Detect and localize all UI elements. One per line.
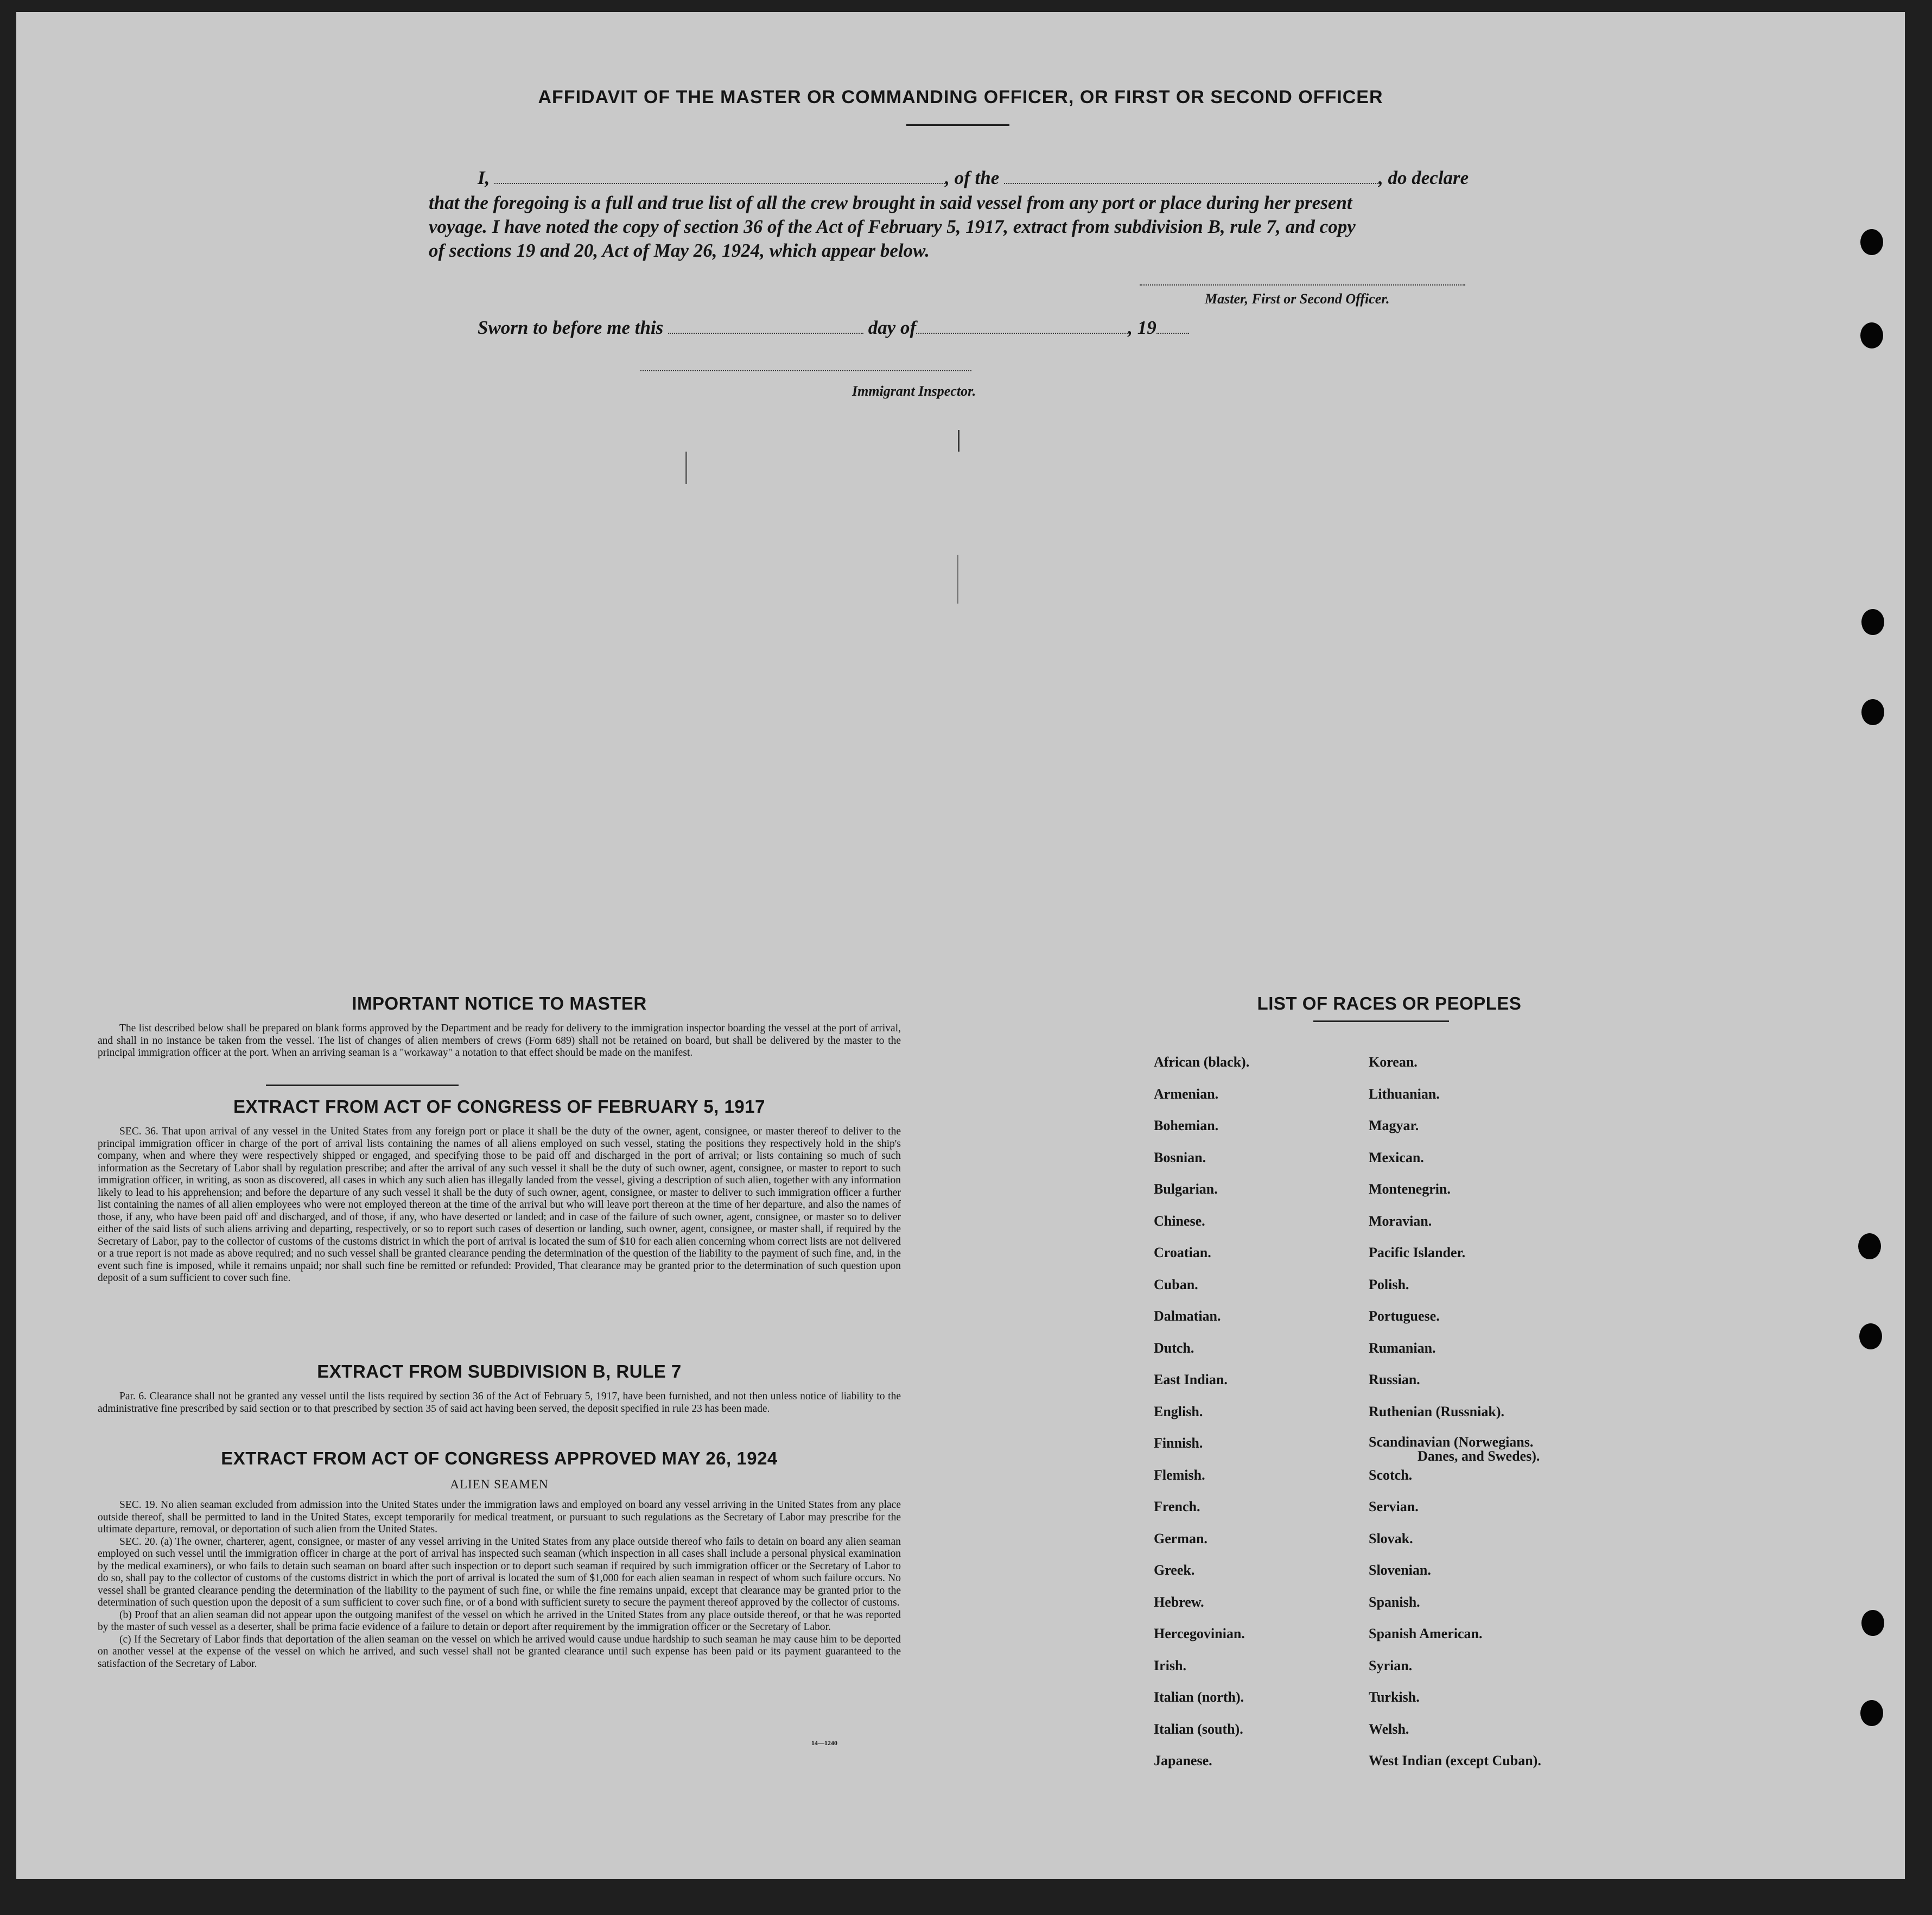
race-item: Chinese. xyxy=(1154,1213,1205,1229)
race-item: East Indian. xyxy=(1154,1372,1228,1387)
master-label: Master, First or Second Officer. xyxy=(1205,291,1390,307)
punch-hole xyxy=(1860,229,1883,255)
race-item: Irish. xyxy=(1154,1657,1186,1673)
race-item: Mexican. xyxy=(1369,1149,1424,1165)
inspector-label: Immigrant Inspector. xyxy=(852,383,976,399)
race-item: Lithuanian. xyxy=(1369,1086,1440,1102)
master-signature-line[interactable] xyxy=(1140,284,1465,286)
race-item: Spanish. xyxy=(1369,1594,1420,1610)
line1-mid: , of the xyxy=(945,167,1000,188)
notice-text: The list described below shall be prepared on blank forms approved by the Department and be ready for delivery to the immigration inspector boarding the vessel at the port of arrival, and shall in no instance be taken from the vessel. The list of changes of alien members of crews (Form 689) shall not be retained on board, but shall be delivered by the master to the principal immigration officer at the port. When an arriving seaman is a "workaway" a notation to that effect should be made on the manifest. xyxy=(98,1023,901,1058)
extract-1917-text: SEC. 36. That upon arrival of any vessel in the United States from any foreign port or place it shall be the duty of the owner, agent, consignee, or master thereof to deliver to the principal immigration officer in charge of the port of arrival lists containing the names of all aliens employed on such vessel, stating the positions they respectively hold in the ship's company, when and where they were respectively shipped or engaged, and specifying those to be paid off and discharged in the port of arrival; or lists containing so much of such information as the Secretary of Labor shall by regulation prescribe; and after the arrival of any such vessel it shall be the duty of such owner, agent, consignee, or master to report to such immigration officer, in writing, as soon as discovered, all cases in which any such alien has illegally landed from the vessel, giving a description of such alien, together with any information likely to lead to his apprehension; and before the departure of any such vessel it shall be the duty of such owner, agent, consignee, or master to deliver to such immigration officer a further list containing the names of all alien employees who were not employed thereon at the time of the arrival but who will leave port thereon at the time of her departure, and also the names of those, if any, who have been paid off and discharged, and of those, if any, who have deserted or landed; and in case of the failure of such owner, agent, consignee, or master so to deliver either of the said lists of such aliens arriving and departing, respectively, or so to report such cases of desertion or landing, such owner, agent, consignee, or master shall, if required by the Secretary of Labor, pay to the collector of customs of the customs district in which the port of arrival is located the sum of $10 for each alien concerning whom correct lists are not delivered or a true report is not made as above required; and no such vessel shall be granted clearance pending the determination of the question of the liability to the payment of such fine, and, in the event such fine is imposed, while it remains unpaid; nor shall such fine be remitted or refunded: Provided, That clearance may be granted prior to the determination of such question upon deposit of a sum sufficient to cover such fine. xyxy=(98,1126,901,1284)
form-number: 14—1240 xyxy=(811,1739,837,1747)
punch-hole xyxy=(1859,1323,1882,1349)
race-item: Pacific Islander. xyxy=(1369,1245,1466,1260)
race-item: Hebrew. xyxy=(1154,1594,1204,1610)
race-item: West Indian (except Cuban). xyxy=(1369,1753,1541,1768)
sec-20b: (b) Proof that an alien seaman did not appear upon the outgoing manifest of the vessel on which he arrived in the United States from any place outside thereof, or that he was reported by the master of such vessel as a deserter, shall be prima facie evidence of a failure to detain or deport after requirement by the immigration officer or the Secretary of Labor. xyxy=(98,1609,901,1633)
race-item: Scotch. xyxy=(1369,1467,1413,1483)
race-item: Cuban. xyxy=(1154,1276,1198,1292)
punch-hole xyxy=(1861,1610,1884,1636)
race-item: Italian (south). xyxy=(1154,1721,1243,1737)
race-item: Russian. xyxy=(1369,1372,1420,1387)
punch-hole xyxy=(1860,322,1883,348)
line1-end: , do declare xyxy=(1378,167,1469,188)
manifest-page xyxy=(16,12,1905,1879)
affidavit-line-2: that the foregoing is a full and true list of all the crew brought in said vessel from any port or place during her present xyxy=(429,192,1352,213)
race-item: Greek. xyxy=(1154,1562,1195,1578)
extract-1917-title: EXTRACT FROM ACT OF CONGRESS OF FEBRUARY 5, 1917 xyxy=(233,1096,765,1117)
race-item: French. xyxy=(1154,1499,1200,1514)
title-underline xyxy=(906,124,1009,126)
race-item: Dutch. xyxy=(1154,1340,1194,1356)
extract-1924-text xyxy=(98,1499,901,1670)
affidavit-line-4: of sections 19 and 20, Act of May 26, 1924, which appear below. xyxy=(429,240,930,261)
inspector-signature-line[interactable] xyxy=(640,370,971,371)
extract-rule7-text: Par. 6. Clearance shall not be granted any vessel until the lists required by section 36 of the Act of February 5, 1917, have been furnished, and not then unless notice of liability to the administrative fine prescribed by said section or to that prescribed by section 35 of said act having been served, the deposit specified in rule 23 has been made. xyxy=(98,1391,901,1415)
races-underline xyxy=(1313,1020,1449,1022)
sworn-day-blank[interactable] xyxy=(668,333,863,334)
race-item: Hercegovinian. xyxy=(1154,1626,1245,1641)
races-left-column xyxy=(1154,1054,1249,1785)
race-item: Syrian. xyxy=(1369,1657,1413,1673)
race-item: Spanish American. xyxy=(1369,1626,1483,1641)
race-item: Slovak. xyxy=(1369,1530,1413,1546)
race-item: African (black). xyxy=(1154,1054,1250,1070)
race-item: English. xyxy=(1154,1403,1203,1419)
column-mark xyxy=(958,430,959,452)
sec-20c: (c) If the Secretary of Labor finds that deportation of the alien seaman on the vessel on which he arrived would cause undue hardship to such seaman he may cause him to be deported on another vessel at the expense of the vessel on which he arrived, and such vessel shall not be granted clearance until such expense has been paid or its payment guaranteed to the satisfaction of the Secretary of Labor. xyxy=(98,1633,901,1670)
sec-19: SEC. 19. No alien seaman excluded from admission into the United States under the immigration laws and employed on board any vessel arriving in the United States from any place outside thereof, shall be permitted to land in the United States, except temporarily for medical treatment, or pursuant to such regulations as the Secretary of Labor may prescribe for the ultimate departure, removal, or deportation of such alien from the United States. xyxy=(98,1499,901,1535)
section-divider xyxy=(266,1085,459,1086)
race-item: Bosnian. xyxy=(1154,1149,1206,1165)
race-item: Turkish. xyxy=(1369,1689,1420,1705)
race-item: Flemish. xyxy=(1154,1467,1205,1483)
race-item: Montenegrin. xyxy=(1369,1181,1451,1197)
race-item-line: Scandinavian (Norwegians. xyxy=(1369,1434,1534,1450)
race-item: German. xyxy=(1154,1530,1208,1546)
race-item: Korean. xyxy=(1369,1054,1418,1070)
sworn-year-blank[interactable] xyxy=(1156,333,1189,334)
extract-1924-title: EXTRACT FROM ACT OF CONGRESS APPROVED MAY 26, 1924 xyxy=(221,1448,778,1468)
affidavit-title: AFFIDAVIT OF THE MASTER OR COMMANDING OFFICER, OR FIRST OR SECOND OFFICER xyxy=(538,87,1383,107)
column-mark xyxy=(685,452,687,484)
race-item: Croatian. xyxy=(1154,1245,1211,1260)
sworn-line xyxy=(478,316,1237,340)
name-blank[interactable] xyxy=(494,183,945,184)
column-mark xyxy=(957,555,958,604)
race-item: Magyar. xyxy=(1369,1118,1419,1133)
race-item: Rumanian. xyxy=(1369,1340,1436,1356)
sec-20a: SEC. 20. (a) The owner, charterer, agent, consignee, or master of any vessel arriving in the United States from any place outside thereof who fails to detain on board any alien seaman employed on such vessel until the immigration officer in charge at the port of arrival has inspected such seaman (which inspection in all cases shall include a personal physical examination by the medical examiners), or who fails to detain such seaman on board after such inspection or to deport such seaman if required by such immigration officer or the Secretary of Labor to do so, shall pay to the collector of customs of the customs district in which the port of arrival is located the sum of $1,000 for each alien seaman in respect of whom such failure occurs. No vessel shall be granted clearance pending the determination of the liability to the payment of such fine, or while the fine remains unpaid, except that clearance may be granted prior to the determination of such question upon the deposit of a sum sufficient to cover such fine, or of a bond with sufficient surety to secure the payment thereof approved by the collector of customs. xyxy=(98,1536,901,1608)
extract-rule7-title: EXTRACT FROM SUBDIVISION B, RULE 7 xyxy=(317,1361,682,1381)
notice-title: IMPORTANT NOTICE TO MASTER xyxy=(352,993,647,1013)
race-item: Bulgarian. xyxy=(1154,1181,1218,1197)
punch-hole xyxy=(1861,609,1884,635)
race-item: Dalmatian. xyxy=(1154,1308,1221,1324)
race-item: Armenian. xyxy=(1154,1086,1219,1102)
race-item: Polish. xyxy=(1369,1276,1409,1292)
race-item: Welsh. xyxy=(1369,1721,1409,1737)
sworn-start: Sworn to before me this xyxy=(478,317,664,338)
race-item: Slovenian. xyxy=(1369,1562,1431,1578)
affidavit-line-3: voyage. I have noted the copy of section 36 of the Act of February 5, 1917, extract from subdivision B, rule 7, and copy xyxy=(429,216,1356,237)
alien-seamen-subtitle: ALIEN SEAMEN xyxy=(450,1478,549,1491)
race-item-scandinavian xyxy=(1369,1435,1541,1467)
line1-start: I, xyxy=(478,167,490,188)
race-item: Italian (north). xyxy=(1154,1689,1244,1705)
race-item: Japanese. xyxy=(1154,1753,1212,1768)
punch-hole xyxy=(1861,699,1884,725)
race-item-line: Danes, and Swedes). xyxy=(1418,1448,1540,1464)
affidavit-line-1 xyxy=(429,166,1503,190)
vessel-blank[interactable] xyxy=(1004,183,1378,184)
punch-hole xyxy=(1858,1233,1881,1259)
race-item: Moravian. xyxy=(1369,1213,1432,1229)
race-item: Finnish. xyxy=(1154,1435,1203,1451)
races-title: LIST OF RACES OR PEOPLES xyxy=(1257,993,1522,1013)
races-right-column xyxy=(1369,1054,1541,1785)
race-item: Bohemian. xyxy=(1154,1118,1219,1133)
sworn-mid: day of xyxy=(868,317,917,338)
sworn-year: , 19 xyxy=(1128,317,1156,338)
sworn-month-blank[interactable] xyxy=(916,333,1128,334)
race-item: Ruthenian (Russniak). xyxy=(1369,1403,1504,1419)
race-item: Servian. xyxy=(1369,1499,1419,1514)
punch-hole xyxy=(1860,1700,1883,1726)
race-item: Portuguese. xyxy=(1369,1308,1440,1324)
